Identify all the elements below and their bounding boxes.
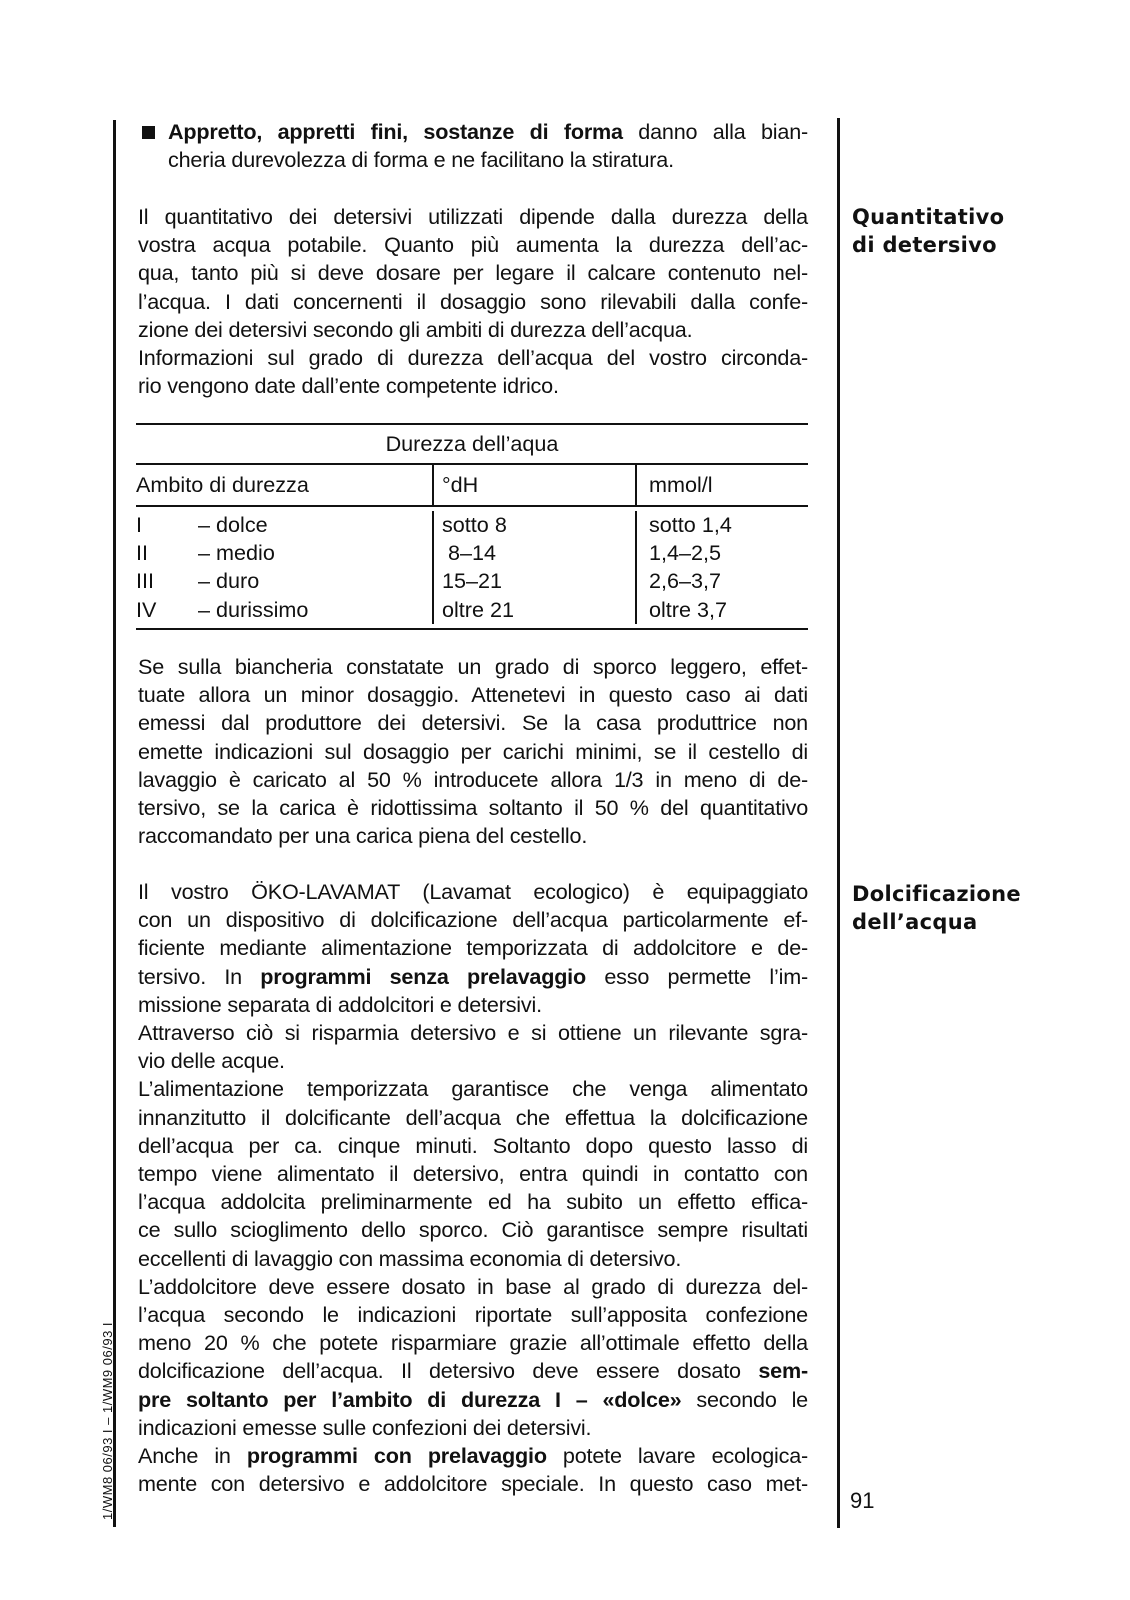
text-line: tuate allora un minor dosaggio. Attenetevi in questo caso ai dati [138,682,808,708]
text-run: dolcificazione dell’acqua. Il detersivo deve essere dosato [138,1358,759,1384]
bullet-item [138,118,808,174]
table-body [136,507,808,630]
side-heading-dolcificazione [852,880,1021,936]
text-line: ficiente mediante alimentazione temporizzata di addolcitore e de- [138,935,808,961]
text-line: lavaggio è caricato al 50 % introducete allora 1/3 in meno di de- [138,766,808,792]
text-line: vio delle acque. [138,1048,285,1074]
mmol-value: 1,4–2,5 [649,540,722,566]
table-row [136,596,432,624]
bold-term: programmi con prelavaggio [246,1443,547,1469]
dh-value: sotto 8 [442,512,507,537]
text-line: rio vengono date dall’ente competente idrico. [138,373,559,399]
text-line [138,1386,808,1414]
text-line: tersivo, se la carica è ridottissima soltanto il 50 % del quantitativo [138,795,808,821]
range-label: – medio [198,540,275,566]
text-line: meno 20 % che potete risparmiare grazie all’ottimale effetto della [138,1330,808,1356]
text-line: dell’acqua per ca. cinque minuti. Soltanto dopo questo lasso di [138,1132,808,1158]
text-line: l’acqua addolcita preliminarmente ed ha subito un effetto effica- [138,1189,808,1215]
text-line: indicazioni emesse sulle confezioni dei detersivi. [138,1414,592,1440]
page-number: 91 [850,1488,875,1513]
paragraph-water-softening [138,878,808,1498]
text-line: tempo viene alimentato il detersivo, entra quindi in contatto con [138,1161,808,1187]
mmol-value: 2,6–3,7 [649,568,722,594]
text-line: vostra acqua potabile. Quanto più aumenta la durezza dell’ac- [138,232,808,258]
text-line: raccomandato per una carica piena del cestello. [138,823,588,849]
header-hardness-range: Ambito di durezza [136,472,309,497]
text-line: ce sullo scioglimento dello sporco. Ciò garantisce sempre risultati [138,1217,808,1243]
bullet-line-1 [168,118,808,146]
text-line: zione dei detersivi secondo gli ambiti di durezza dell’acqua. [138,316,693,342]
text-run: Anche in [138,1443,247,1469]
text-run: secondo le [681,1386,808,1412]
column-mmol [635,511,808,624]
range-label: – durissimo [198,596,309,622]
mmol-value: oltre 3,7 [649,596,728,622]
text-run: esso permette l’im- [585,963,808,989]
heading-line: di detersivo [852,233,997,257]
document-code: 1/WM8 06/93 I – 1/WM9 06/93 I [100,1321,115,1520]
heading-line: Quantitativo [852,205,1005,229]
roman-numeral: III [136,568,154,594]
square-bullet-icon [142,126,155,139]
roman-numeral: I [136,512,142,537]
mmol-value: sotto 1,4 [649,512,732,537]
roman-numeral: II [136,540,148,566]
text-line: con un dispositivo di dolcificazione dell’acqua particolarmente ef- [138,907,808,933]
table-row [136,567,432,595]
text-line: innanzitutto il dolcificante dell’acqua che effettua la dolcificazione [138,1104,808,1130]
range-label: – dolce [198,512,268,537]
text-line: Il vostro ÖKO-LAVAMAT (Lavamat ecologico) è equipaggiato [138,879,808,904]
text-line: Se sulla biancheria constatate un grado di sporco leggero, effet- [138,654,808,679]
water-hardness-table [136,423,808,630]
header-mmol: mmol/l [635,465,808,505]
column-dh [432,511,635,624]
text-line: emette indicazioni sul dosaggio per carichi minimi, se il cestello di [138,738,808,764]
text-line: l’acqua. I dati concernenti il dosaggio sono rilevabili dalla confe- [138,288,808,314]
text-run: tersivo. In [138,963,261,989]
text-line: mente con detersivo e addolcitore speciale. In questo caso met- [138,1471,808,1497]
dh-value: oltre 21 [442,596,515,622]
bullet-bold-term: Appretto, appretti fini, sostanze di forma [168,119,623,144]
paragraph-detergent-quantity [138,203,808,400]
side-heading-quantitativo [852,203,1004,259]
table-row [136,539,432,567]
bold-term: pre soltanto per l’ambito di durezza I – «dolce» [138,1386,682,1412]
bold-term: programmi senza prelavaggio [260,963,586,989]
roman-numeral: IV [136,596,157,622]
text-run: potete lavare ecologica- [546,1443,809,1469]
table-header-row [136,463,808,507]
column-range [136,511,432,624]
text-line: Attraverso ciò si risparmia detersivo e si ottiene un rilevante sgra- [138,1020,808,1046]
table-row [136,511,432,539]
text-line: Informazioni sul grado di durezza dell’acqua del vostro circonda- [138,345,808,371]
text-line [138,963,808,991]
header-dh: °dH [432,465,635,505]
column-separator-rule [837,118,840,1528]
text-line: L’alimentazione temporizzata garantisce che venga alimentato [138,1076,808,1102]
dh-value: 15–21 [442,568,503,594]
text-line: l’acqua secondo le indicazioni riportate sull’apposita confezione [138,1302,808,1328]
left-margin-rule [113,120,116,1527]
heading-line: dell’acqua [852,910,978,934]
paragraph-light-soiling [138,653,808,850]
text-line [138,1357,808,1385]
table-title: Durezza dell’aqua [385,431,559,456]
text-line: L’addolcitore deve essere dosato in base al grado di durezza del- [138,1273,808,1299]
text-line [138,1442,808,1470]
dh-value: 8–14 [442,540,497,566]
bullet-text: danno alla bian- [622,119,808,144]
text-line: Il quantitativo dei detersivi utilizzati dipende dalla durezza della [138,204,808,229]
text-line: missione separata di addolcitori e detersivi. [138,991,542,1017]
range-label: – duro [198,568,260,594]
heading-line: Dolcificazione [852,882,1021,906]
text-line: emessi dal produttore dei detersivi. Se la casa produttrice non [138,710,808,736]
bullet-line-2: cheria durevolezza di forma e ne facilitano la stiratura. [168,147,674,173]
text-line: qua, tanto più si deve dosare per legare il calcare contenuto nel- [138,260,808,286]
bold-term: sem- [758,1358,808,1384]
text-line: eccellenti di lavaggio con massima economia di detersivo. [138,1245,682,1271]
